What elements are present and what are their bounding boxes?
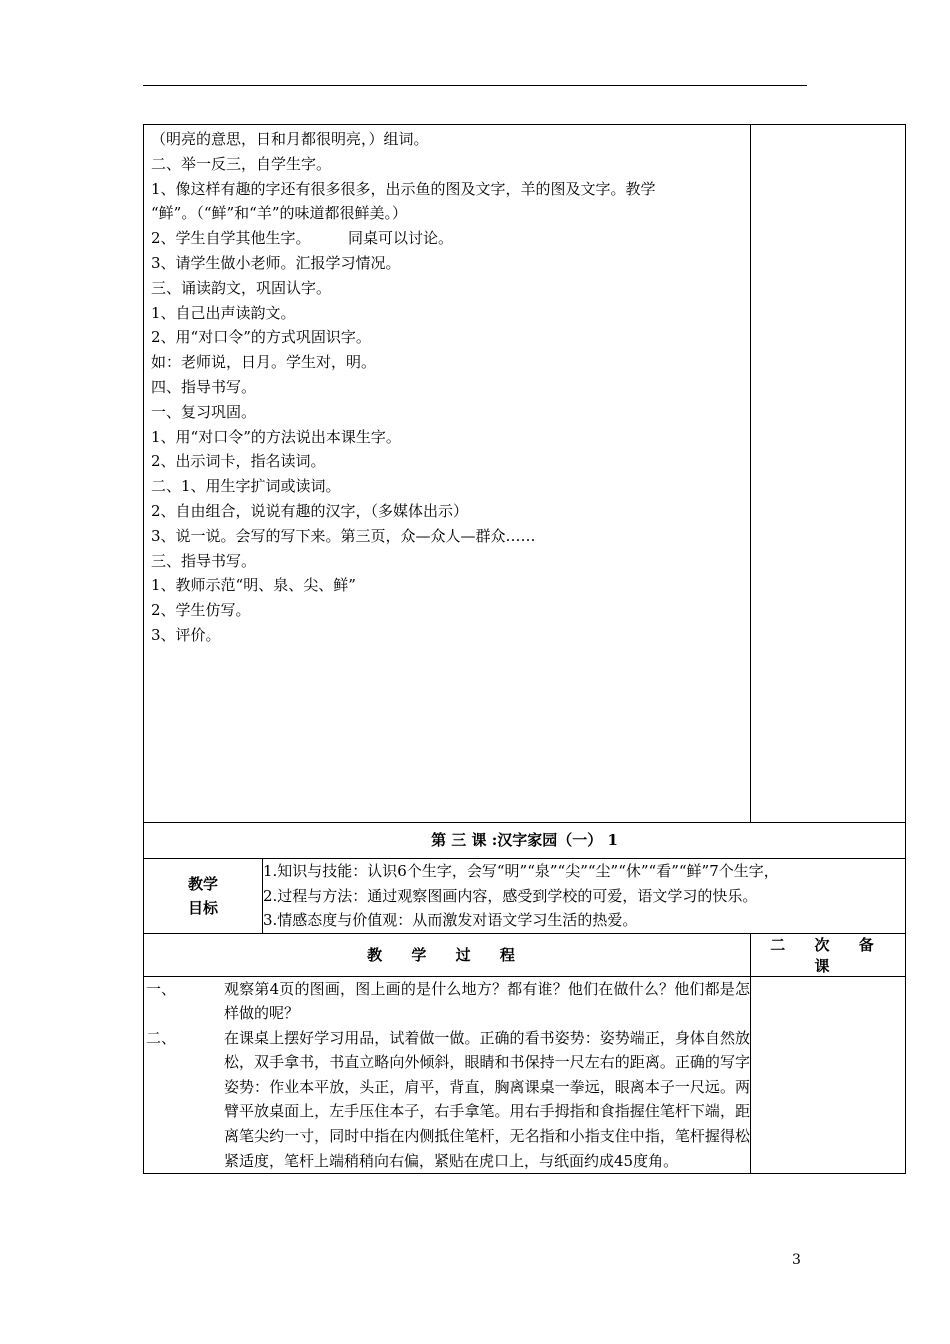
process-item-text: 在课桌上摆好学习用品，试着做一做。正确的看书姿势：姿势端正，身体自然放松，双手拿书，书直立略向外倾斜，眼睛和书保持一尺左右的距离。正确的写字姿势：作业本平放，头正，肩平，背直，胸离课桌一拳远，眼离本子一尺远。两臂平放桌面上，左手压住本子，右手拿笔。用右手拇指和食指握住笔杆下端，距离笔尖约一寸，同时中指在内侧抵住笔杆，无名指和小指支住中指，笔杆握得松紧适度，笔杆上端稍稍向右偏，紧贴在虎口上，与纸面约成45度角。 (224, 1028, 750, 1170)
process-item (144, 1026, 750, 1174)
upper-row (144, 125, 906, 823)
content-line: 3、请学生做小老师。汇报学习情况。 (151, 253, 401, 272)
process-header-row (144, 933, 906, 976)
process-item-number: 二、 (146, 1028, 177, 1047)
second-prep-header: 二 次 备 课 (751, 933, 906, 976)
content-line: 2、出示词卡，指名读词。 (151, 452, 326, 471)
content-line: 2、自由组合，说说有趣的汉字，（多媒体出示） (151, 501, 469, 520)
content-line: 1、像这样有趣的字还有很多很多，出示鱼的图及文字，羊的图及文字。教学 (151, 179, 656, 198)
process-item-number: 一、 (146, 979, 177, 998)
content-line: 1、教师示范“明、泉、尖、鲜” (151, 576, 356, 595)
lesson-title: 第 三 课 :汉字家园（一） 1 (144, 823, 906, 859)
process-item-text: 观察第4页的图画，图上画的是什么地方？都有谁？他们在做什么？他们都是怎样做的呢？ (224, 979, 750, 1023)
content-line: 二、举一反三，自学生字。 (151, 154, 332, 173)
content-line: 2、学生仿写。 (151, 601, 251, 620)
content-line: 1、用“对口令”的方法说出本课生字。 (151, 427, 401, 446)
content-line: 四、指导书写。 (151, 377, 257, 396)
lesson-plan-table (143, 124, 906, 1174)
goals-label-line2: 目标 (187, 898, 218, 917)
content-line: 2、学生自学其他生字。 同桌可以讨论。 (151, 229, 454, 248)
content-line: 如：老师说，日月。学生对，明。 (151, 353, 377, 372)
process-row (144, 976, 906, 1174)
goal-item: 2.过程与方法：通过观察图画内容，感受到学校的可爱，语文学习的快乐。 (263, 886, 758, 905)
page-number: 3 (792, 1252, 801, 1268)
second-prep-cell (751, 976, 906, 1174)
content-line: 3、评价。 (151, 625, 221, 644)
content-line: 3、说一说。会写的写下来。第三页，众—众人—群众…… (151, 526, 536, 545)
goals-row (144, 859, 906, 934)
content-line: 一、复习巩固。 (151, 402, 257, 421)
lesson-title-row (144, 823, 906, 859)
process-body (144, 976, 751, 1174)
header-rule (143, 85, 807, 86)
goals-text (263, 859, 906, 934)
content-line: 三、指导书写。 (151, 551, 257, 570)
content-line: 1、自己出声读韵文。 (151, 303, 296, 322)
content-line: 2、用“对口令”的方式巩固识字。 (151, 328, 371, 347)
process-header: 教 学 过 程 (144, 933, 751, 976)
upper-content-cell (144, 125, 751, 823)
goals-label (144, 859, 263, 934)
goal-item: 1.知识与技能：认识6个生字，会写“明”“泉”“尖”“尘”“休”“看”“鲜”7个生字， (263, 862, 779, 880)
goal-item: 3.情感态度与价值观：从而激发对语文学习生活的热爱。 (263, 911, 638, 929)
content-line: 二、1、用生字扩词或读词。 (151, 477, 341, 496)
process-item (144, 977, 750, 1026)
content-line: “鲜”。（“鲜”和“羊”的味道都很鲜美。） (151, 204, 408, 223)
goals-label-line1: 教学 (187, 874, 218, 893)
upper-notes-cell (751, 125, 906, 823)
content-line: 三、诵读韵文，巩固认字。 (151, 278, 332, 297)
upper-lines (144, 125, 750, 648)
content-line: （明亮的意思，日和月都很明亮，）组词。 (151, 130, 429, 148)
